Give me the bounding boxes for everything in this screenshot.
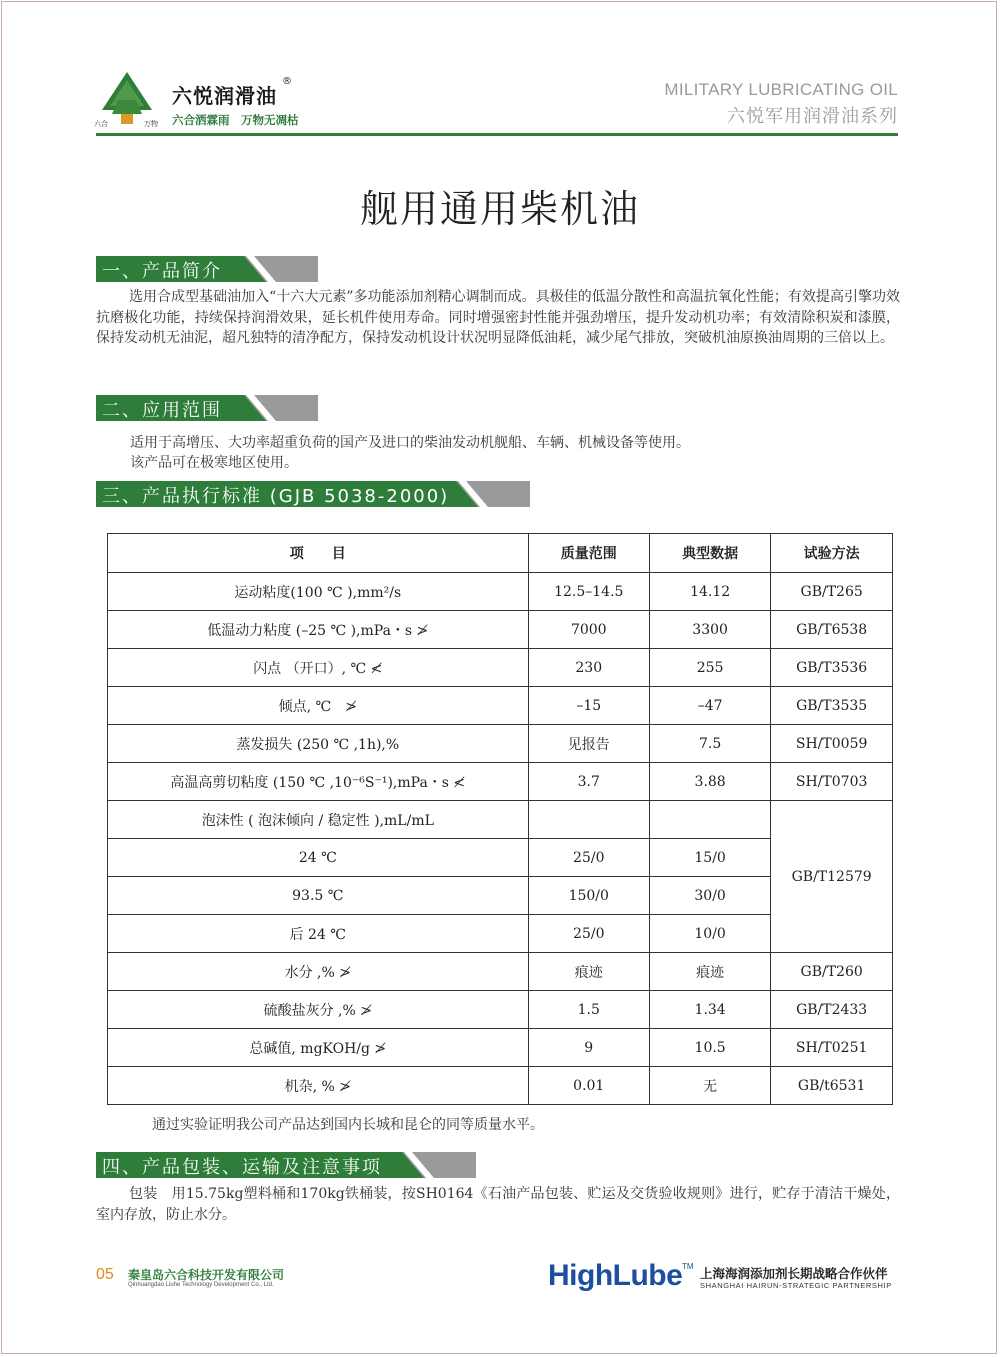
cell-method: SH/T0251	[771, 1029, 893, 1067]
cell-item: 93.5 ℃	[108, 877, 529, 915]
cell-typical: 无	[649, 1067, 770, 1105]
cell-typical: 1.34	[649, 991, 770, 1029]
cell-item: 泡沫性 ( 泡沫倾向 / 稳定性 ),mL/mL	[108, 801, 529, 839]
cell-range: 150/0	[528, 877, 649, 915]
cell-method: GB/T260	[771, 953, 893, 991]
cell-typical: 10.5	[649, 1029, 770, 1067]
highlube-logo: HighLube	[548, 1259, 683, 1292]
cell-item: 机杂, % ≯	[108, 1067, 529, 1105]
cell-item: 24 ℃	[108, 839, 529, 877]
section-heading-text: 一、产品简介	[102, 261, 222, 282]
series-title-cn: 六悦军用润滑油系列	[727, 106, 898, 127]
series-title-en: MILITARY LUBRICATING OIL	[664, 80, 898, 99]
trademark-mark: TM	[682, 1262, 694, 1271]
brand-slogan: 六合洒霖雨 万物无凋枯	[172, 113, 299, 127]
cell-item: 运动粘度(100 ℃ ),mm²/s	[108, 573, 529, 611]
cell-typical-empty	[649, 801, 770, 839]
table-header-row	[108, 534, 893, 573]
cell-typical: 3300	[649, 611, 770, 649]
cell-range: 12.5–14.5	[528, 573, 649, 611]
section-heading-text: 二、应用范围	[102, 400, 222, 421]
cell-range-empty	[528, 801, 649, 839]
cell-typical: 30/0	[649, 877, 770, 915]
spec-table	[107, 533, 893, 1105]
header-divider	[96, 133, 898, 136]
company-name-cn: 秦皇岛六合科技开发有限公司	[128, 1268, 285, 1282]
cell-range: 7000	[528, 611, 649, 649]
cell-item: 闪点 （开口）, ℃ ≮	[108, 649, 529, 687]
table-row-foam-label	[108, 801, 893, 839]
cell-typical: 14.12	[649, 573, 770, 611]
header-typical-data: 典型数据	[649, 534, 770, 573]
cell-typical: 痕迹	[649, 953, 770, 991]
cell-item: 总碱值, mgKOH/g ≯	[108, 1029, 529, 1067]
usage-line-2: 该产品可在极寒地区使用。	[130, 455, 298, 471]
cell-item: 水分 ,% ≯	[108, 953, 529, 991]
cell-range: 痕迹	[528, 953, 649, 991]
section-heading-usage	[96, 395, 318, 421]
header-test-method: 试验方法	[771, 534, 893, 573]
table-row	[108, 1029, 893, 1067]
cell-method: GB/T2433	[771, 991, 893, 1029]
cell-method-foam: GB/T12579	[771, 801, 893, 953]
cell-range: 25/0	[528, 915, 649, 953]
brand-logo	[92, 70, 302, 132]
cell-method: GB/T3536	[771, 649, 893, 687]
svg-text:六合: 六合	[94, 120, 108, 128]
svg-text:万物: 万物	[144, 120, 158, 128]
cell-typical: 10/0	[649, 915, 770, 953]
cell-item: 硫酸盐灰分 ,% ≯	[108, 991, 529, 1029]
cell-range: 3.7	[528, 763, 649, 801]
cell-typical: 3.88	[649, 763, 770, 801]
partner-text-en: SHANGHAI HAIRUN-STRATEGIC PARTNERSHIP	[700, 1281, 892, 1290]
cell-typical: 255	[649, 649, 770, 687]
section-heading-packaging	[96, 1152, 476, 1178]
cell-range: 9	[528, 1029, 649, 1067]
cell-typical: –47	[649, 687, 770, 725]
table-row	[108, 763, 893, 801]
partner-text-cn: 上海海润添加剂长期战略合作伙伴	[700, 1266, 888, 1281]
section-heading-text: 三、产品执行标准 (GJB 5038-2000)	[102, 486, 450, 507]
table-row	[108, 991, 893, 1029]
cell-typical: 15/0	[649, 839, 770, 877]
cell-method: GB/T3535	[771, 687, 893, 725]
usage-line-1: 适用于高增压、大功率超重负荷的国产及进口的柴油发动机舰船、车辆、机械设备等使用。	[130, 435, 690, 451]
cell-range: 见报告	[528, 725, 649, 763]
cell-item: 蒸发损失 (250 ℃ ,1h),%	[108, 725, 529, 763]
intro-paragraph: 选用合成型基础油加入“十六大元素”多功能添加剂精心调制而成。具极佳的低温分散性和高温抗氧化性能；有效提高引擎功效抗磨极化功能，持续保持润滑效果，延长机件使用寿命。同时增强密封性能并强劲增压，提升发动机功率；有效清除积炭和漆膜，保持发动机无油泥，超凡独特的清净配方，保持发动机设计状况明显降低油耗，减少尾气排放，突破机油原换油周期的三倍以上。	[96, 289, 900, 346]
section-heading-standard	[96, 481, 530, 507]
mountain-logo-icon	[92, 70, 162, 132]
section-heading-intro	[96, 256, 318, 282]
cell-range: 1.5	[528, 991, 649, 1029]
cell-item: 倾点, ℃ ≯	[108, 687, 529, 725]
cell-method: SH/T0059	[771, 725, 893, 763]
company-name-en: Qinhuangdao Liuhe Technology Development Co., Ltd.	[128, 1282, 274, 1288]
page-title: 舰用通用柴机油	[359, 187, 640, 231]
cell-range: 230	[528, 649, 649, 687]
cell-method: GB/T6538	[771, 611, 893, 649]
cell-item: 高温高剪切粘度 (150 ℃ ,10⁻⁶S⁻¹),mPa・s ≮	[108, 763, 529, 801]
cell-method: GB/t6531	[771, 1067, 893, 1105]
table-row	[108, 953, 893, 991]
cell-item: 后 24 ℃	[108, 915, 529, 953]
cell-range: 25/0	[528, 839, 649, 877]
header-item: 项 目	[108, 534, 529, 573]
cell-method: GB/T265	[771, 573, 893, 611]
table-row	[108, 725, 893, 763]
registered-mark: ®	[282, 76, 292, 87]
cell-range: –15	[528, 687, 649, 725]
page-number: 05	[96, 1266, 114, 1283]
section-heading-text: 四、产品包装、运输及注意事项	[102, 1157, 382, 1178]
table-row	[108, 573, 893, 611]
cell-typical: 7.5	[649, 725, 770, 763]
cell-item: 低温动力粘度 (–25 ℃ ),mPa・s ≯	[108, 611, 529, 649]
cell-method: SH/T0703	[771, 763, 893, 801]
cell-range: 0.01	[528, 1067, 649, 1105]
table-row	[108, 611, 893, 649]
table-row	[108, 1067, 893, 1105]
packaging-paragraph: 包装 用15.75kg塑料桶和170kg铁桶装，按SH0164《石油产品包装、贮运及交货验收规则》进行，贮存于清洁干燥处，室内存放，防止水分。	[96, 1186, 900, 1223]
table-row	[108, 649, 893, 687]
table-row	[108, 687, 893, 725]
header-quality-range: 质量范围	[528, 534, 649, 573]
brand-name: 六悦润滑油	[172, 84, 277, 108]
table-note: 通过实验证明我公司产品达到国内长城和昆仑的同等质量水平。	[152, 1117, 544, 1133]
